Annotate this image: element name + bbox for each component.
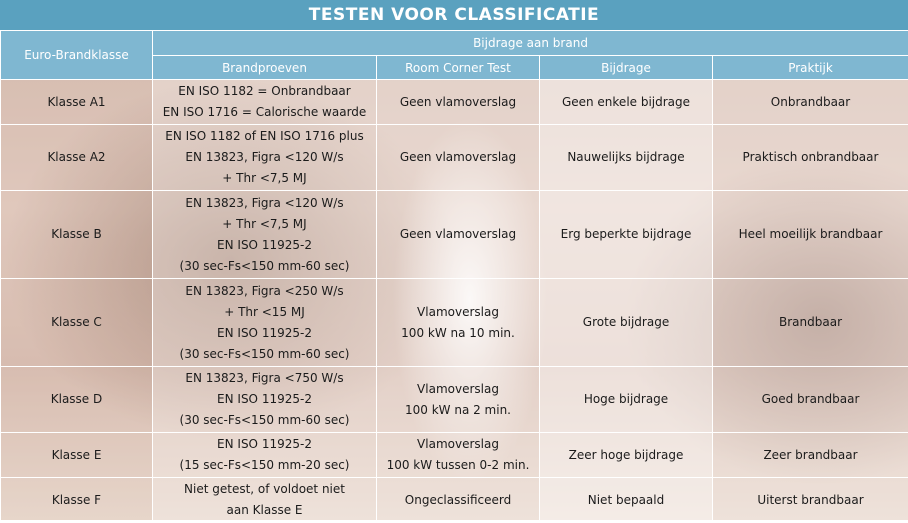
cell-praktijk: Praktisch onbrandbaar [713,125,908,191]
header-bijdrage-aan-brand: Bijdrage aan brand [153,31,908,56]
cell-room-corner [377,125,540,191]
cell-line: Ongeclassificeerd [377,490,539,511]
cell-praktijk: Heel moeilijk brandbaar [713,191,908,279]
cell-klasse: Klasse F [1,478,153,523]
cell-room-corner [377,191,540,279]
cell-line: EN ISO 1182 of EN ISO 1716 plus [153,126,376,147]
header-brandproeven: Brandproeven [153,56,377,80]
header-euro-brandklasse: Euro-Brandklasse [1,31,153,80]
cell-line: (30 sec-Fs<150 mm-60 sec) [153,344,376,365]
cell-line: Geen vlamoverslag [377,224,539,245]
header-room-corner-test: Room Corner Test [377,56,540,80]
cell-bijdrage: Hoge bijdrage [540,367,713,433]
cell-line: 100 kW na 10 min. [377,323,539,344]
cell-room-corner [377,279,540,367]
cell-line: (30 sec-Fs<150 mm-60 sec) [153,410,376,431]
cell-line: Geen vlamoverslag [377,92,539,113]
cell-line: Vlamoverslag [377,302,539,323]
cell-line: Vlamoverslag [377,379,539,400]
cell-line: aan Klasse E [153,500,376,521]
cell-klasse: Klasse B [1,191,153,279]
cell-line: EN 13823, Figra <120 W/s [153,193,376,214]
cell-bijdrage: Nauwelijks bijdrage [540,125,713,191]
cell-bijdrage: Zeer hoge bijdrage [540,433,713,478]
cell-line: EN ISO 11925-2 [153,323,376,344]
cell-praktijk: Brandbaar [713,279,908,367]
cell-klasse: Klasse C [1,279,153,367]
table-row [1,279,908,367]
cell-klasse: Klasse A1 [1,80,153,125]
cell-line: EN ISO 11925-2 [153,389,376,410]
cell-line: + Thr <7,5 MJ [153,214,376,235]
cell-bijdrage: Grote bijdrage [540,279,713,367]
cell-line: EN 13823, Figra <750 W/s [153,368,376,389]
table-title: TESTEN VOOR CLASSIFICATIE [0,0,908,30]
cell-praktijk: Uiterst brandbaar [713,478,908,523]
cell-brandproeven [153,191,377,279]
table-row [1,125,908,191]
cell-room-corner [377,80,540,125]
table-row [1,433,908,478]
cell-bijdrage: Erg beperkte bijdrage [540,191,713,279]
cell-line: EN ISO 1182 = Onbrandbaar [153,81,376,102]
cell-line: EN 13823, Figra <120 W/s [153,147,376,168]
cell-brandproeven [153,433,377,478]
cell-klasse: Klasse A2 [1,125,153,191]
table-row [1,367,908,433]
cell-line: EN ISO 1716 = Calorische waarde [153,102,376,123]
cell-praktijk: Zeer brandbaar [713,433,908,478]
cell-praktijk: Goed brandbaar [713,367,908,433]
header-bijdrage: Bijdrage [540,56,713,80]
cell-brandproeven [153,478,377,523]
cell-praktijk: Onbrandbaar [713,80,908,125]
cell-klasse: Klasse E [1,433,153,478]
cell-brandproeven [153,367,377,433]
cell-bijdrage: Niet bepaald [540,478,713,523]
header-praktijk: Praktijk [713,56,908,80]
cell-line: EN ISO 11925-2 [153,235,376,256]
cell-line: EN 13823, Figra <250 W/s [153,281,376,302]
cell-line: Niet getest, of voldoet niet [153,479,376,500]
cell-line: + Thr <15 MJ [153,302,376,323]
cell-room-corner [377,433,540,478]
cell-room-corner [377,478,540,523]
cell-brandproeven [153,80,377,125]
cell-line: EN ISO 11925-2 [153,434,376,455]
cell-line: 100 kW tussen 0-2 min. [377,455,539,476]
cell-line: 100 kW na 2 min. [377,400,539,421]
cell-klasse: Klasse D [1,367,153,433]
cell-bijdrage: Geen enkele bijdrage [540,80,713,125]
table-row [1,80,908,125]
classification-table [0,30,908,523]
table-row [1,478,908,523]
cell-line: Vlamoverslag [377,434,539,455]
table-row [1,191,908,279]
cell-brandproeven [153,279,377,367]
cell-line: + Thr <7,5 MJ [153,168,376,189]
cell-room-corner [377,367,540,433]
cell-brandproeven [153,125,377,191]
cell-line: (15 sec-Fs<150 mm-20 sec) [153,455,376,476]
cell-line: (30 sec-Fs<150 mm-60 sec) [153,256,376,277]
cell-line: Geen vlamoverslag [377,147,539,168]
